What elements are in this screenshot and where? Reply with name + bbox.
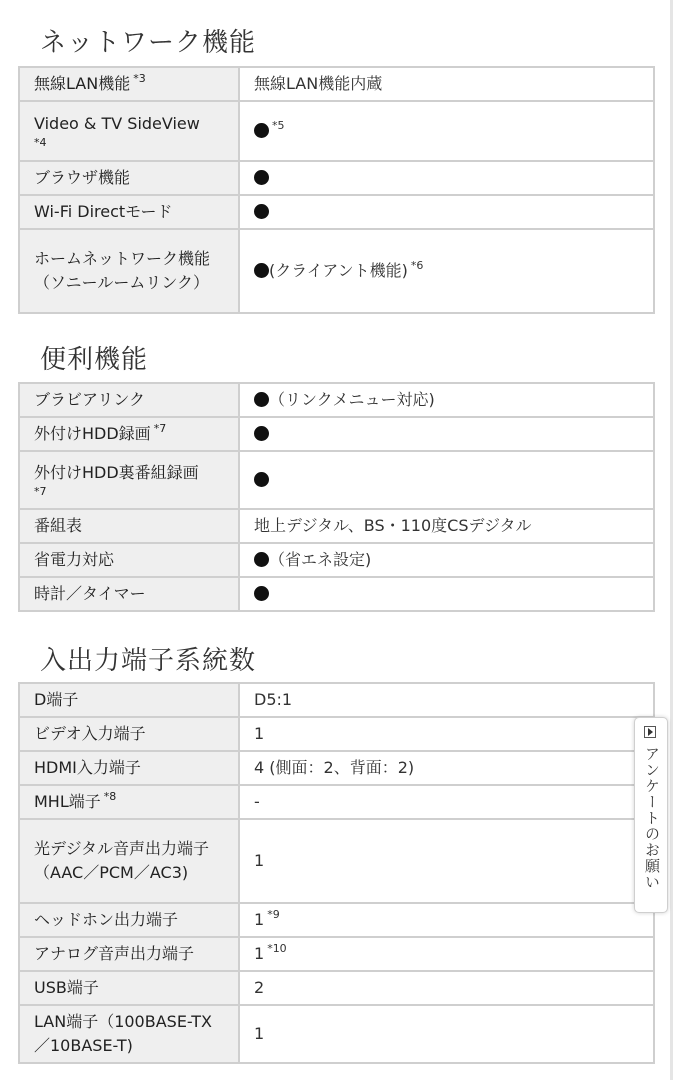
survey-tab-label: アンケートのお願い [643,746,661,890]
spec-value: 4 (側面：2、背面：2) [239,751,654,785]
spec-label: ビデオ入力端子 [19,717,239,751]
spec-value [239,577,654,611]
spec-value: - [239,785,654,819]
supported-dot-icon [254,552,269,567]
table-row [19,417,654,451]
spec-label: ブラビアリンク [19,383,239,417]
spec-label: 光デジタル音声出力端子（AAC／PCM／AC3) [19,819,239,903]
table-row [19,577,654,611]
spec-value [239,451,654,509]
survey-tab-button[interactable] [634,717,668,913]
spec-label: ホームネットワーク機能（ソニールームリンク） [19,229,239,313]
table-row [19,971,654,1005]
spec-value: （省エネ設定) [239,543,654,577]
spec-label: Wi-Fi Directモード [19,195,239,229]
spec-label: USB端子 [19,971,239,1005]
spec-label: 番組表 [19,509,239,543]
spec-label: D端子 [19,683,239,717]
section-title-network: ネットワーク機能 [40,28,257,58]
spec-value: 1 $^{*10}$ [239,937,654,971]
supported-dot-icon [254,123,269,138]
table-row [19,383,654,417]
table-row [19,101,654,161]
section-title-io: 入出力端子系統数 [40,646,257,676]
spec-value: 無線LAN機能内蔵 [239,67,654,101]
supported-dot-icon [254,170,269,185]
table-row [19,195,654,229]
spec-label: Video & TV SideView *4 [19,101,239,161]
spec-label: 外付けHDD裏番組録画 *7 [19,451,239,509]
supported-dot-icon [254,204,269,219]
table-row [19,229,654,313]
convenience-spec-table [18,382,655,612]
network-spec-table [18,66,655,314]
table-row [19,937,654,971]
spec-label: ヘッドホン出力端子 [19,903,239,937]
supported-dot-icon [254,586,269,601]
spec-value: 2 [239,971,654,1005]
spec-value: 1 [239,717,654,751]
supported-dot-icon [254,426,269,441]
spec-value: (クライアント機能) $^{*6}$ [239,229,654,313]
table-row [19,451,654,509]
spec-value: 1 $^{*9}$ [239,903,654,937]
spec-value: 1 [239,1005,654,1063]
table-row [19,819,654,903]
spec-label: HDMI入力端子 [19,751,239,785]
spec-label: ブラウザ機能 [19,161,239,195]
spec-value: 地上デジタル、BS・110度CSデジタル [239,509,654,543]
spec-value [239,161,654,195]
supported-dot-icon [254,472,269,487]
spec-label: 外付けHDD録画 $^{*7}$ [19,417,239,451]
table-row [19,717,654,751]
supported-dot-icon [254,392,269,407]
spec-value: *5 [239,101,654,161]
table-row [19,903,654,937]
table-row [19,683,654,717]
spec-value: 1 [239,819,654,903]
spec-label: アナログ音声出力端子 [19,937,239,971]
section-title-convenience: 便利機能 [40,345,149,375]
spec-value: （リンクメニュー対応) [239,383,654,417]
spec-value [239,417,654,451]
play-arrow-icon [644,726,656,738]
table-row [19,1005,654,1063]
table-row [19,785,654,819]
spec-value: D5:1 [239,683,654,717]
table-row [19,751,654,785]
supported-dot-icon [254,263,269,278]
spec-label: MHL端子 $^{*8}$ [19,785,239,819]
table-row [19,67,654,101]
spec-label: LAN端子（100BASE-TX／10BASE-T) [19,1005,239,1063]
spec-label: 時計／タイマー [19,577,239,611]
spec-label: 省電力対応 [19,543,239,577]
spec-label: 無線LAN機能 $^{*3}$ [19,67,239,101]
table-row [19,543,654,577]
table-row [19,161,654,195]
io-spec-table [18,682,655,1064]
table-row [19,509,654,543]
spec-value [239,195,654,229]
